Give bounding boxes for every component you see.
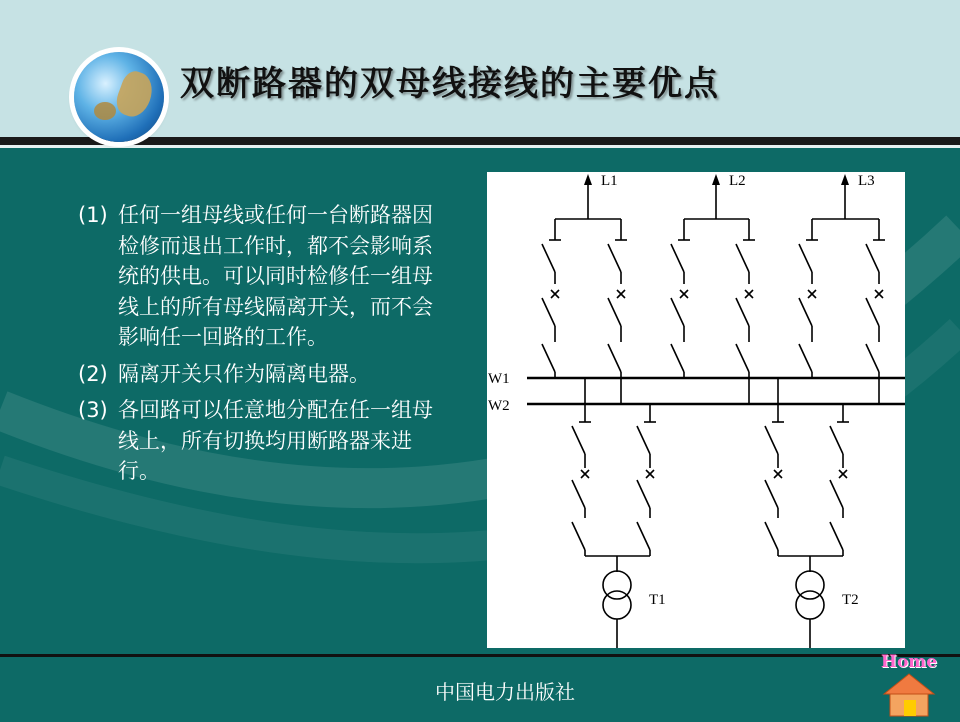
transformer-label: T1 — [649, 592, 666, 608]
globe-icon — [74, 52, 164, 142]
home-button[interactable] — [878, 650, 940, 718]
publisher-footer: 中国电力出版社 — [435, 680, 575, 704]
home-label: Home — [880, 652, 938, 672]
header-divider-highlight — [0, 145, 960, 148]
bus-label: W1 — [488, 371, 510, 387]
footer-divider — [0, 654, 960, 657]
list-item — [78, 200, 443, 353]
transformer-label: T2 — [842, 592, 859, 608]
list-item — [78, 395, 443, 487]
transformers — [603, 571, 859, 648]
wiring-diagram-panel — [487, 172, 905, 648]
advantages-list — [78, 200, 443, 493]
lower-branches — [572, 378, 849, 572]
item-text: 隔离开关只作为隔离电器。 — [118, 361, 370, 386]
list-item — [78, 359, 443, 390]
item-number: (2) — [78, 361, 108, 386]
line-label: L1 — [601, 173, 618, 189]
line-label: L3 — [858, 173, 875, 189]
item-text: 各回路可以任意地分配在任一组母线上，所有切换均用断路器来进行。 — [118, 398, 433, 483]
item-number: (1) — [78, 203, 108, 227]
upper-branches — [542, 219, 885, 404]
wiring-diagram — [487, 172, 905, 648]
item-number: (3) — [78, 398, 108, 422]
header-divider — [0, 137, 960, 145]
item-text: 任何一组母线或任何一台断路器因检修而退出工作时，都不会影响系统的供电。可以同时检修任一组母线上的所有母线隔离开关，而不会影响任一回路的工作。 — [118, 203, 433, 349]
slide-title: 双断路器的双母线接线的主要优点 — [180, 64, 720, 104]
line-outputs — [555, 173, 879, 219]
line-label: L2 — [729, 173, 746, 189]
bus-label: W2 — [488, 398, 510, 414]
